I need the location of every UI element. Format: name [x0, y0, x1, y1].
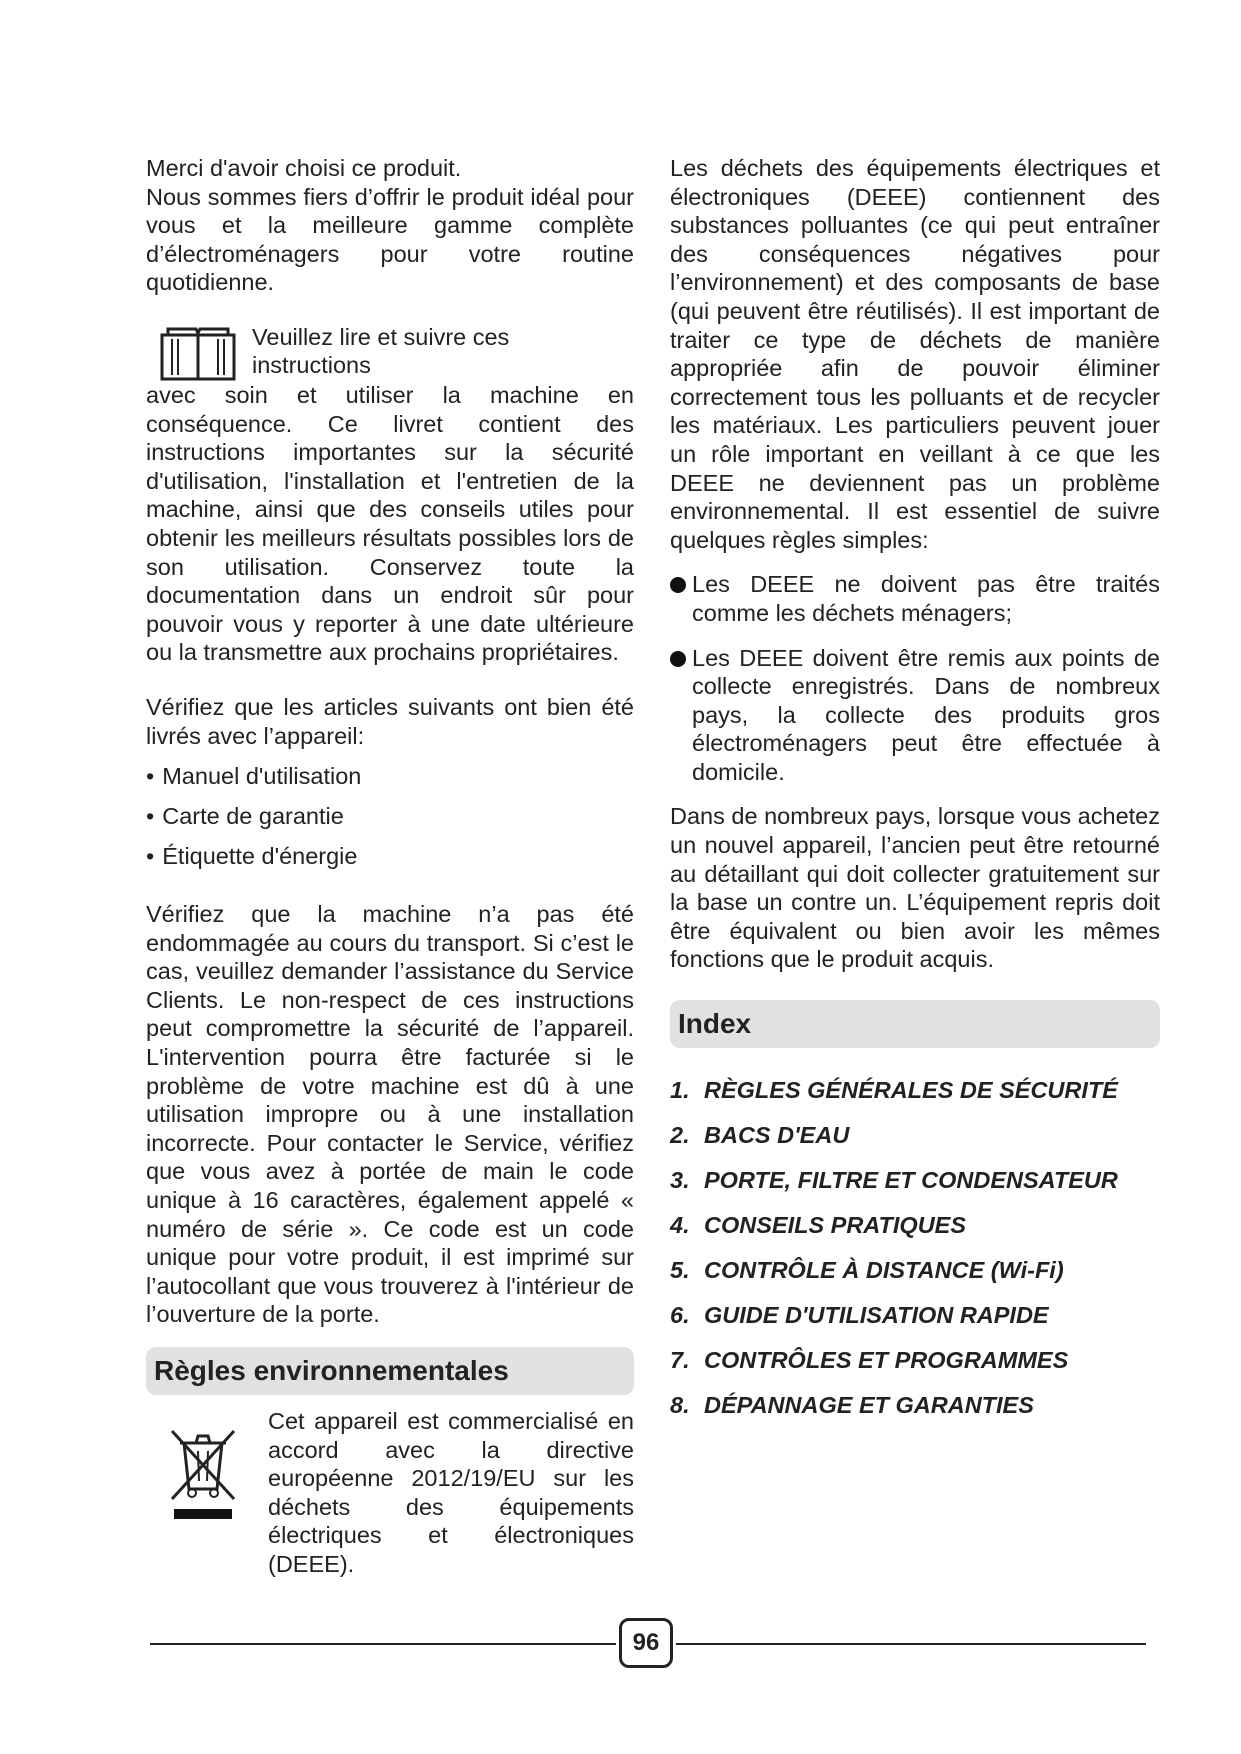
- weee-row: [146, 1407, 634, 1579]
- index-number: 4.: [670, 1212, 690, 1239]
- index-number: 7.: [670, 1347, 690, 1374]
- index-item[interactable]: [670, 1391, 1160, 1419]
- crossed-bin-icon: [168, 1423, 238, 1523]
- index-label: PORTE, FILTRE ET CONDENSATEUR: [704, 1167, 1118, 1194]
- index-label: RÈGLES GÉNÉRALES DE SÉCURITÉ: [704, 1077, 1118, 1104]
- intro-paragraph: Nous sommes fiers d’offrir le produit idéal pour vous et la meilleure gamme complète d’électroménagers pour votre routine quotidienne.: [146, 183, 634, 296]
- list-item: Les DEEE doivent être remis aux points de collecte enregistrés. Dans de nombreux pays, la collecte des produits gros électroménagers peut être effectuée à domicile.: [670, 644, 1160, 787]
- right-column: [670, 154, 1160, 1436]
- verify-items-text: Vérifiez que les articles suivants ont bien été livrés avec l’appareil:: [146, 693, 634, 749]
- index-item[interactable]: [670, 1121, 1160, 1149]
- read-lead-text: Veuillez lire et suivre ces instructions: [252, 323, 510, 378]
- index-label: DÉPANNAGE ET GARANTIES: [704, 1392, 1034, 1419]
- rules-list: [670, 570, 1160, 786]
- list-item: • Étiquette d'énergie: [146, 842, 634, 870]
- index-label: GUIDE D'UTILISATION RAPIDE: [704, 1302, 1049, 1329]
- list-item: • Manuel d'utilisation: [146, 762, 634, 790]
- index-number: 6.: [670, 1302, 690, 1329]
- footer-rule-left: [150, 1643, 616, 1645]
- index-label: BACS D'EAU: [704, 1122, 850, 1149]
- env-section-title: Règles environnementales: [146, 1347, 634, 1395]
- page-number: 96: [619, 1618, 673, 1668]
- index-number: 8.: [670, 1392, 690, 1419]
- index-item[interactable]: [670, 1211, 1160, 1239]
- footer-rule-right: [676, 1643, 1146, 1645]
- index-item[interactable]: [670, 1301, 1160, 1329]
- index-item[interactable]: [670, 1346, 1160, 1374]
- index-number: 1.: [670, 1077, 690, 1104]
- index-number: 2.: [670, 1122, 690, 1149]
- index-item[interactable]: [670, 1076, 1160, 1104]
- env-text: Cet appareil est commercialisé en accord avec la directive européenne 2012/19/EU sur les déchets des équipements électriques et électroniques (DEEE).: [268, 1408, 634, 1577]
- left-column: [146, 154, 634, 1579]
- index-label: CONTRÔLES ET PROGRAMMES: [704, 1347, 1069, 1374]
- index-item[interactable]: [670, 1256, 1160, 1284]
- list-item: • Carte de garantie: [146, 802, 634, 830]
- index-label: CONSEILS PRATIQUES: [704, 1212, 967, 1239]
- index-item[interactable]: [670, 1166, 1160, 1194]
- weee-text: Les déchets des équipements électriques et électroniques (DEEE) contiennent des substances polluantes (ce qui peut entraîner des conséquences négatives pour l’environnement) et des composants de base (qui peuvent être réutilisés). Il est important de traiter ce type de déchets de manière appropriée afin de pouvoir éliminer correctement tous les polluants et de recycler les matériaux. Les particuliers peuvent jouer un rôle important en veillant à ce que les DEEE ne deviennent pas un problème environnemental. Il est essentiel de suivre quelques règles simples:: [670, 155, 1160, 553]
- intro-text: Merci d'avoir choisi ce produit.: [146, 155, 462, 181]
- index-number: 3.: [670, 1167, 690, 1194]
- index-list: [670, 1076, 1160, 1419]
- delivered-items-list: [146, 762, 634, 870]
- book-icon: [160, 325, 236, 381]
- list-item: Les DEEE ne doivent pas être traités comme les déchets ménagers;: [670, 570, 1160, 627]
- index-number: 5.: [670, 1257, 690, 1284]
- verify-damage-text: Vérifiez que la machine n’a pas été endommagée au cours du transport. Si c’est le cas, veuillez demander l’assistance du Service Clients. Le non-respect de ces instructions peut compromettre la sécurité de l’appareil. L'intervention pourra être facturée si le problème de votre machine est dû à une utilisation impropre ou à une installation incorrecte. Pour contacter le Service, vérifiez que vous avez à portée de main le code unique à 16 caractères, également appelé « numéro de série ». Ce code est un code unique pour votre produit, il est imprimé sur l’autocollant que vous trouverez à l'intérieur de l’ouverture de la porte.: [146, 901, 634, 1328]
- retailer-text: Dans de nombreux pays, lorsque vous achetez un nouvel appareil, l’ancien peut être retourné au détaillant qui doit collecter gratuitement sur la base un contre un. L’équipement repris doit être équivalent ou bien avoir les mêmes fonctions que le produit acquis.: [670, 803, 1160, 973]
- index-label: CONTRÔLE À DISTANCE (Wi-Fi): [704, 1257, 1064, 1284]
- read-body-text: avec soin et utiliser la machine en conséquence. Ce livret contient des instructions importantes sur la sécurité d'utilisation, l'installation et l'entretien de la machine, ainsi que des conseils utiles pour obtenir les meilleurs résultats possibles lors de son utilisation. Conservez toute la documentation dans un endroit sûr pour pouvoir vous y reporter à une date ultérieure ou la transmettre aux prochains propriétaires.: [146, 381, 634, 666]
- read-manual-row: [146, 323, 634, 381]
- index-section-title: Index: [670, 1000, 1160, 1048]
